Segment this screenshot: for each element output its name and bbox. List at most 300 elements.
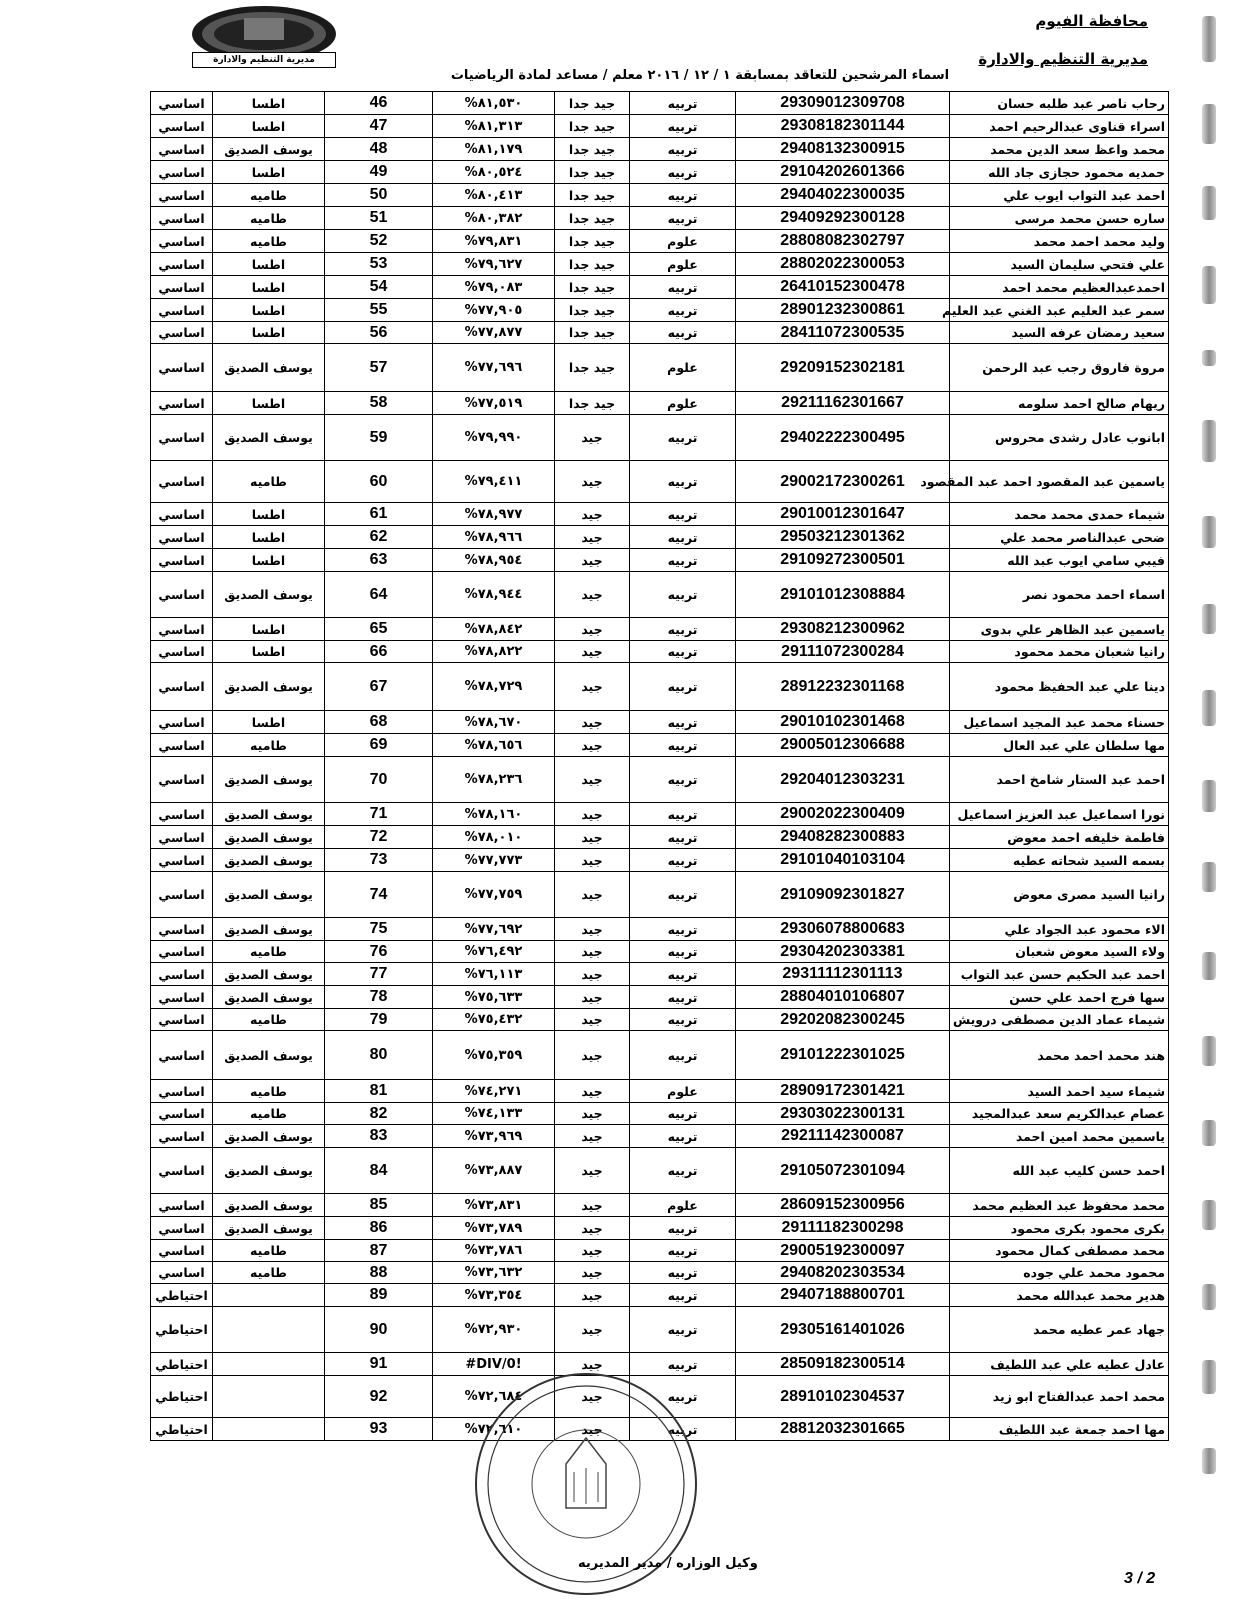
table-row (151, 572, 1169, 618)
rank-cell: 92 (325, 1376, 433, 1418)
percent-cell: %٧٨,٩٤٤ (433, 572, 555, 618)
rank-cell: 72 (325, 826, 433, 849)
name-cell: احمدعبدالعظيم محمد احمد (950, 276, 1169, 299)
school-cell: طاميه (213, 184, 325, 207)
grade-cell: جيد جدا (555, 230, 630, 253)
name-cell: وليد محمد احمد محمد (950, 230, 1169, 253)
percent-cell: %٨١,٥٣٠ (433, 92, 555, 115)
percent-cell: %٧٧,٧٧٣ (433, 849, 555, 872)
school-cell: اطسا (213, 299, 325, 322)
rank-cell: 81 (325, 1080, 433, 1103)
page-number: 3 / 2 (1124, 1570, 1156, 1587)
rank-cell: 77 (325, 963, 433, 986)
status-cell: اساسي (151, 526, 213, 549)
national-id-cell: 29105072301094 (736, 1148, 950, 1194)
rank-cell: 88 (325, 1262, 433, 1284)
percent-cell: %٧٧,٧٥٩ (433, 872, 555, 918)
candidates-table (150, 91, 1169, 1441)
rank-cell: 93 (325, 1418, 433, 1441)
rank-cell: 76 (325, 941, 433, 963)
grade-cell: جيد جدا (555, 299, 630, 322)
rank-cell: 46 (325, 92, 433, 115)
national-id-cell: 28804010106807 (736, 986, 950, 1009)
faculty-cell: تربيه (630, 1307, 736, 1353)
percent-cell: %٧٩,٠٨٣ (433, 276, 555, 299)
school-cell: يوسف الصديق (213, 1194, 325, 1217)
percent-cell: %٧٢,٩٣٠ (433, 1307, 555, 1353)
faculty-cell: تربيه (630, 207, 736, 230)
binder-strip (1202, 266, 1216, 304)
percent-cell: %٧٤,١٣٣ (433, 1103, 555, 1125)
national-id-cell: 29303022300131 (736, 1103, 950, 1125)
table-row (151, 849, 1169, 872)
status-cell: اساسي (151, 1125, 213, 1148)
status-cell: اساسي (151, 941, 213, 963)
status-cell: اساسي (151, 253, 213, 276)
status-cell: اساسي (151, 663, 213, 711)
faculty-cell: تربيه (630, 92, 736, 115)
status-cell: احتياطي (151, 1284, 213, 1307)
table-row (151, 138, 1169, 161)
name-cell: رانيا السيد مصرى معوض (950, 872, 1169, 918)
rank-cell: 61 (325, 503, 433, 526)
rank-cell: 66 (325, 641, 433, 663)
status-cell: اساسي (151, 757, 213, 803)
rank-cell: 67 (325, 663, 433, 711)
faculty-cell: تربيه (630, 461, 736, 503)
table-row (151, 115, 1169, 138)
national-id-cell: 28901232300861 (736, 299, 950, 322)
national-id-cell: 29104202601366 (736, 161, 950, 184)
school-cell: يوسف الصديق (213, 986, 325, 1009)
faculty-cell: تربيه (630, 849, 736, 872)
name-cell: الاء محمود عبد الجواد علي (950, 918, 1169, 941)
faculty-cell: تربيه (630, 299, 736, 322)
status-cell: اساسي (151, 415, 213, 461)
name-cell: احمد عبد الحكيم حسن عبد التواب (950, 963, 1169, 986)
binder-strip (1202, 1120, 1216, 1146)
percent-cell: %٧٨,٨٤٢ (433, 618, 555, 641)
status-cell: اساسي (151, 276, 213, 299)
national-id-cell: 29503212301362 (736, 526, 950, 549)
table-row (151, 963, 1169, 986)
faculty-cell: تربيه (630, 1418, 736, 1441)
faculty-cell: تربيه (630, 322, 736, 344)
table-row (151, 872, 1169, 918)
grade-cell: جيد جدا (555, 115, 630, 138)
national-id-cell: 28812032301665 (736, 1418, 950, 1441)
name-cell: شيماء سيد احمد السيد (950, 1080, 1169, 1103)
grade-cell: جيد (555, 503, 630, 526)
national-id-cell: 29111182300298 (736, 1217, 950, 1240)
name-cell: جهاد عمر عطيه محمد (950, 1307, 1169, 1353)
rank-cell: 82 (325, 1103, 433, 1125)
faculty-cell: تربيه (630, 415, 736, 461)
binder-strip (1202, 862, 1216, 892)
status-cell: اساسي (151, 299, 213, 322)
name-cell: نورا اسماعيل عبد العزيز اسماعيل (950, 803, 1169, 826)
name-cell: مها احمد جمعة عبد اللطيف (950, 1418, 1169, 1441)
table-row (151, 663, 1169, 711)
percent-cell: %٧٨,٧٢٩ (433, 663, 555, 711)
national-id-cell: 29409292300128 (736, 207, 950, 230)
binder-strip (1202, 1360, 1216, 1394)
grade-cell: جيد (555, 757, 630, 803)
rank-cell: 68 (325, 711, 433, 734)
school-cell: طاميه (213, 230, 325, 253)
rank-cell: 55 (325, 299, 433, 322)
binder-strip (1202, 604, 1216, 634)
status-cell: اساسي (151, 1031, 213, 1080)
rank-cell: 49 (325, 161, 433, 184)
rank-cell: 51 (325, 207, 433, 230)
grade-cell: جيد (555, 1284, 630, 1307)
status-cell: اساسي (151, 138, 213, 161)
rank-cell: 89 (325, 1284, 433, 1307)
national-id-cell: 29408202303534 (736, 1262, 950, 1284)
national-id-cell: 28910102304537 (736, 1376, 950, 1418)
national-id-cell: 29306078800683 (736, 918, 950, 941)
table-row (151, 415, 1169, 461)
school-cell: يوسف الصديق (213, 663, 325, 711)
school-cell: طاميه (213, 1262, 325, 1284)
faculty-cell: تربيه (630, 1103, 736, 1125)
binder-strip (1202, 186, 1216, 220)
school-cell: يوسف الصديق (213, 849, 325, 872)
faculty-cell: تربيه (630, 941, 736, 963)
national-id-cell: 29204012303231 (736, 757, 950, 803)
percent-cell: %٧٣,٧٨٩ (433, 1217, 555, 1240)
school-cell: اطسا (213, 503, 325, 526)
table-row (151, 1125, 1169, 1148)
name-cell: فاطمة خليفه احمد معوض (950, 826, 1169, 849)
binder-strip (1202, 104, 1216, 144)
name-cell: دينا علي عبد الحفيظ محمود (950, 663, 1169, 711)
grade-cell: جيد (555, 941, 630, 963)
faculty-cell: تربيه (630, 572, 736, 618)
school-cell (213, 1284, 325, 1307)
rank-cell: 59 (325, 415, 433, 461)
status-cell: اساسي (151, 549, 213, 572)
faculty-cell: تربيه (630, 549, 736, 572)
percent-cell: %٨١,١٧٩ (433, 138, 555, 161)
name-cell: اسراء قناوى عبدالرحيم احمد (950, 115, 1169, 138)
table-row (151, 803, 1169, 826)
national-id-cell: 29209152302181 (736, 344, 950, 392)
table-row (151, 253, 1169, 276)
grade-cell: جيد (555, 618, 630, 641)
binder-strip (1202, 420, 1216, 462)
faculty-cell: تربيه (630, 138, 736, 161)
rank-cell: 47 (325, 115, 433, 138)
rank-cell: 79 (325, 1009, 433, 1031)
school-cell: اطسا (213, 253, 325, 276)
name-cell: عصام عبدالكريم سعد عبدالمجيد (950, 1103, 1169, 1125)
percent-cell: %٧٤,٢٧١ (433, 1080, 555, 1103)
status-cell: اساسي (151, 115, 213, 138)
school-cell: اطسا (213, 549, 325, 572)
school-cell: اطسا (213, 641, 325, 663)
binder-strip (1202, 350, 1216, 366)
name-cell: رحاب ناصر عبد طلبه حسان (950, 92, 1169, 115)
grade-cell: جيد (555, 963, 630, 986)
school-cell: يوسف الصديق (213, 757, 325, 803)
name-cell: هند محمد احمد محمد (950, 1031, 1169, 1080)
logo-caption: مديرية التنظيم والادارة (192, 52, 336, 68)
grade-cell: جيد (555, 872, 630, 918)
faculty-cell: تربيه (630, 526, 736, 549)
grade-cell: جيد (555, 1240, 630, 1262)
rank-cell: 73 (325, 849, 433, 872)
percent-cell: %٨٠,٤١٣ (433, 184, 555, 207)
rank-cell: 85 (325, 1194, 433, 1217)
binder-strip (1202, 690, 1216, 726)
rank-cell: 56 (325, 322, 433, 344)
name-cell: ياسمين عبد المقصود احمد عبد المقصود (950, 461, 1169, 503)
school-cell: يوسف الصديق (213, 344, 325, 392)
rank-cell: 84 (325, 1148, 433, 1194)
faculty-cell: تربيه (630, 618, 736, 641)
national-id-cell: 26410152300478 (736, 276, 950, 299)
faculty-cell: تربيه (630, 826, 736, 849)
table-row (151, 826, 1169, 849)
percent-cell: %٧٨,٩٦٦ (433, 526, 555, 549)
faculty-cell: تربيه (630, 963, 736, 986)
national-id-cell: 28802022300053 (736, 253, 950, 276)
percent-cell: %٨٠,٣٨٢ (433, 207, 555, 230)
grade-cell: جيد (555, 1031, 630, 1080)
status-cell: احتياطي (151, 1307, 213, 1353)
status-cell: احتياطي (151, 1376, 213, 1418)
rank-cell: 63 (325, 549, 433, 572)
national-id-cell: 29202082300245 (736, 1009, 950, 1031)
national-id-cell: 29308182301144 (736, 115, 950, 138)
rank-cell: 50 (325, 184, 433, 207)
status-cell: اساسي (151, 207, 213, 230)
percent-cell: %٧٦,٤٩٢ (433, 941, 555, 963)
national-id-cell: 29407188800701 (736, 1284, 950, 1307)
status-cell: اساسي (151, 641, 213, 663)
binder-strip (1202, 516, 1216, 548)
school-cell: طاميه (213, 734, 325, 757)
name-cell: بسمه السيد شحاته عطيه (950, 849, 1169, 872)
table-row (151, 1217, 1169, 1240)
school-cell: يوسف الصديق (213, 803, 325, 826)
table-row (151, 526, 1169, 549)
name-cell: سمر عبد العليم عبد الغني عبد العليم (950, 299, 1169, 322)
national-id-cell: 29005012306688 (736, 734, 950, 757)
school-cell: يوسف الصديق (213, 1031, 325, 1080)
percent-cell: %٧٧,٨٧٧ (433, 322, 555, 344)
signature-line: وكيل الوزاره / مدير المديريه (578, 1556, 758, 1571)
status-cell: اساسي (151, 826, 213, 849)
table-row (151, 618, 1169, 641)
table-row (151, 986, 1169, 1009)
status-cell: احتياطي (151, 1418, 213, 1441)
national-id-cell: 29111072300284 (736, 641, 950, 663)
grade-cell: جيد (555, 1353, 630, 1376)
faculty-cell: تربيه (630, 276, 736, 299)
binder-strip (1202, 1448, 1216, 1474)
grade-cell: جيد جدا (555, 138, 630, 161)
national-id-cell: 29211142300087 (736, 1125, 950, 1148)
school-cell: يوسف الصديق (213, 826, 325, 849)
name-cell: محمود محمد علي جوده (950, 1262, 1169, 1284)
table-row (151, 734, 1169, 757)
percent-cell: %٧٨,٢٣٦ (433, 757, 555, 803)
status-cell: اساسي (151, 1217, 213, 1240)
table-row (151, 461, 1169, 503)
faculty-cell: تربيه (630, 757, 736, 803)
faculty-cell: علوم (630, 253, 736, 276)
school-cell: يوسف الصديق (213, 415, 325, 461)
percent-cell: %٧٧,٦٩٢ (433, 918, 555, 941)
percent-cell: %٧٧,٦٩٦ (433, 344, 555, 392)
school-cell (213, 1418, 325, 1441)
status-cell: اساسي (151, 184, 213, 207)
percent-cell: %٧٨,٨٢٢ (433, 641, 555, 663)
name-cell: بكرى محمود بكرى محمود (950, 1217, 1169, 1240)
percent-cell: %٧٣,٨٣١ (433, 1194, 555, 1217)
faculty-cell: تربيه (630, 1031, 736, 1080)
status-cell: اساسي (151, 322, 213, 344)
page-title: اسماء المرشحين للتعاقد بمسابقة ١ / ١٢ / ٢٠١٦ معلم / مساعد لمادة الرياضيات (450, 68, 950, 83)
grade-cell: جيد (555, 549, 630, 572)
name-cell: سعيد رمضان عرفه السيد (950, 322, 1169, 344)
name-cell: رانيا شعبان محمد محمود (950, 641, 1169, 663)
table-row (151, 1284, 1169, 1307)
grade-cell: جيد جدا (555, 392, 630, 415)
name-cell: علي فتحي سليمان السيد (950, 253, 1169, 276)
national-id-cell: 29402222300495 (736, 415, 950, 461)
faculty-cell: تربيه (630, 1376, 736, 1418)
grade-cell: جيد (555, 1307, 630, 1353)
national-id-cell: 29002172300261 (736, 461, 950, 503)
rank-cell: 87 (325, 1240, 433, 1262)
percent-cell: %٧٥,٤٣٢ (433, 1009, 555, 1031)
table-row (151, 1103, 1169, 1125)
table-row (151, 941, 1169, 963)
faculty-cell: تربيه (630, 1240, 736, 1262)
status-cell: اساسي (151, 734, 213, 757)
faculty-cell: تربيه (630, 1125, 736, 1148)
school-cell: يوسف الصديق (213, 572, 325, 618)
school-cell (213, 1307, 325, 1353)
directorate-heading: مديرية التنظيم والادارة (978, 50, 1148, 68)
grade-cell: جيد (555, 1148, 630, 1194)
faculty-cell: تربيه (630, 1009, 736, 1031)
binder-strip (1202, 952, 1216, 980)
status-cell: اساسي (151, 1148, 213, 1194)
faculty-cell: تربيه (630, 663, 736, 711)
national-id-cell: 29408282300883 (736, 826, 950, 849)
table-row (151, 161, 1169, 184)
percent-cell: %٧٨,٩٧٧ (433, 503, 555, 526)
table-row (151, 1240, 1169, 1262)
percent-cell: %٧٨,٩٥٤ (433, 549, 555, 572)
name-cell: ريهام صالح احمد سلومه (950, 392, 1169, 415)
table-row (151, 1194, 1169, 1217)
faculty-cell: تربيه (630, 161, 736, 184)
percent-cell: %٧٨,٦٧٠ (433, 711, 555, 734)
percent-cell: %٧٣,٨٨٧ (433, 1148, 555, 1194)
national-id-cell: 29005192300097 (736, 1240, 950, 1262)
school-cell: اطسا (213, 161, 325, 184)
rank-cell: 58 (325, 392, 433, 415)
rank-cell: 57 (325, 344, 433, 392)
rank-cell: 54 (325, 276, 433, 299)
national-id-cell: 29211162301667 (736, 392, 950, 415)
school-cell: اطسا (213, 276, 325, 299)
grade-cell: جيد (555, 711, 630, 734)
school-cell (213, 1376, 325, 1418)
name-cell: هدير محمد عبدالله محمد (950, 1284, 1169, 1307)
percent-cell: %٧٣,٧٨٦ (433, 1240, 555, 1262)
percent-cell: %٧٣,٦٣٢ (433, 1262, 555, 1284)
percent-cell: %٧٩,٨٣١ (433, 230, 555, 253)
school-cell: طاميه (213, 941, 325, 963)
school-cell: طاميه (213, 1103, 325, 1125)
name-cell: احمد عبد التواب ايوب علي (950, 184, 1169, 207)
grade-cell: جيد (555, 572, 630, 618)
faculty-cell: تربيه (630, 1353, 736, 1376)
national-id-cell: 29002022300409 (736, 803, 950, 826)
faculty-cell: علوم (630, 1080, 736, 1103)
faculty-cell: تربيه (630, 641, 736, 663)
faculty-cell: تربيه (630, 872, 736, 918)
grade-cell: جيد (555, 1103, 630, 1125)
percent-cell: #DIV/0! (433, 1353, 555, 1376)
grade-cell: جيد (555, 1418, 630, 1441)
school-cell: طاميه (213, 207, 325, 230)
name-cell: ياسمين عبد الظاهر علي بدوى (950, 618, 1169, 641)
grade-cell: جيد (555, 1009, 630, 1031)
status-cell: اساسي (151, 1103, 213, 1125)
school-cell: طاميه (213, 1240, 325, 1262)
table-row (151, 918, 1169, 941)
binder-strip (1202, 1036, 1216, 1066)
percent-cell: %٧٩,٩٩٠ (433, 415, 555, 461)
faculty-cell: تربيه (630, 711, 736, 734)
school-cell: اطسا (213, 711, 325, 734)
rank-cell: 83 (325, 1125, 433, 1148)
binder-strip (1202, 1200, 1216, 1230)
status-cell: اساسي (151, 572, 213, 618)
grade-cell: جيد (555, 641, 630, 663)
status-cell: اساسي (151, 872, 213, 918)
grade-cell: جيد (555, 1262, 630, 1284)
rank-cell: 53 (325, 253, 433, 276)
table-row (151, 276, 1169, 299)
table-row (151, 641, 1169, 663)
national-id-cell: 29408132300915 (736, 138, 950, 161)
table-row (151, 711, 1169, 734)
status-cell: اساسي (151, 986, 213, 1009)
binder-strip (1202, 780, 1216, 812)
faculty-cell: تربيه (630, 803, 736, 826)
name-cell: محمد واعظ سعد الدين محمد (950, 138, 1169, 161)
percent-cell: %٧٩,٤١١ (433, 461, 555, 503)
rank-cell: 74 (325, 872, 433, 918)
school-cell: اطسا (213, 322, 325, 344)
grade-cell: جيد (555, 415, 630, 461)
percent-cell: %٧٨,٠١٠ (433, 826, 555, 849)
national-id-cell: 28509182300514 (736, 1353, 950, 1376)
name-cell: حسناء محمد عبد المجيد اسماعيل (950, 711, 1169, 734)
grade-cell: جيد (555, 1125, 630, 1148)
name-cell: فيبي سامي ايوب عبد الله (950, 549, 1169, 572)
status-cell: اساسي (151, 1080, 213, 1103)
